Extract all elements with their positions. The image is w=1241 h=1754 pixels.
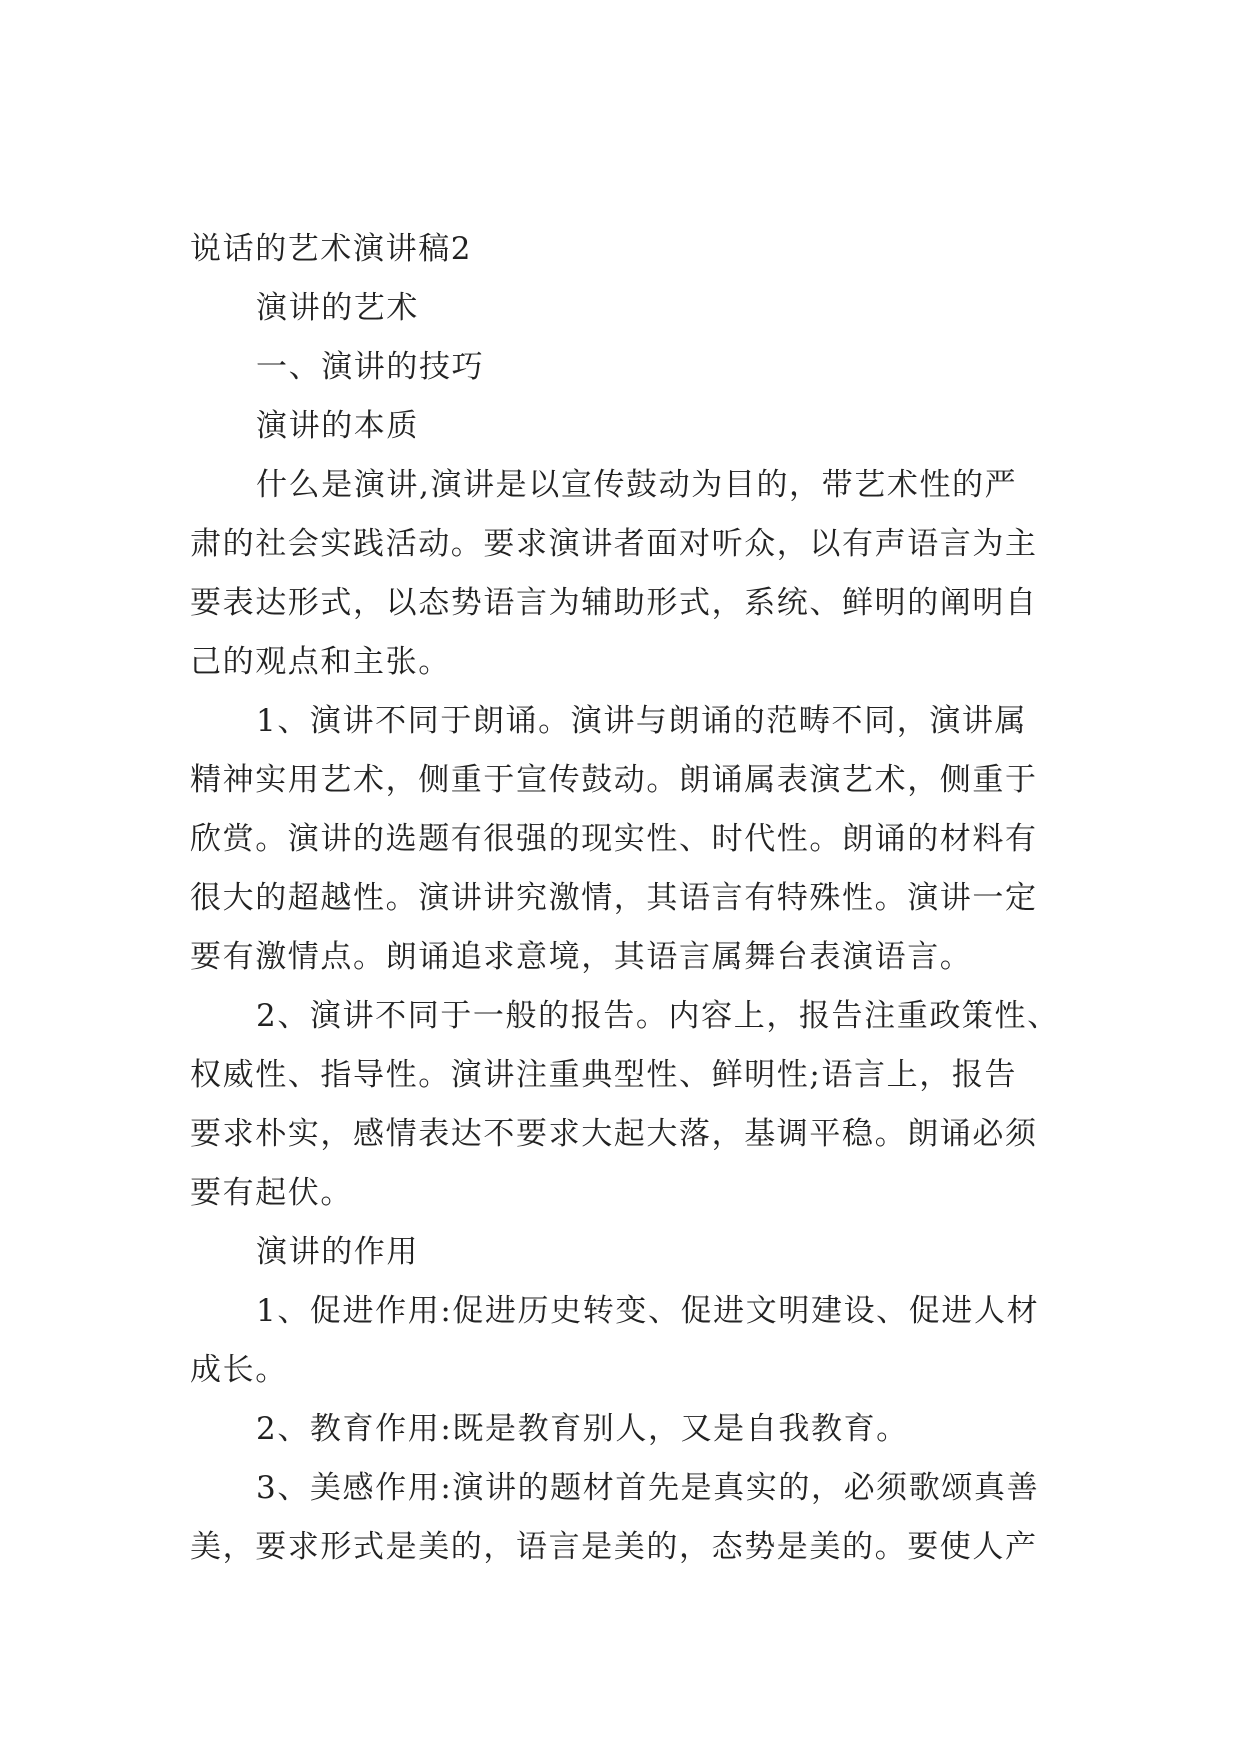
paragraph-line: 权威性、指导性。演讲注重典型性、鲜明性;语言上，报告 <box>190 1057 1018 1093</box>
paragraph-line: 己的观点和主张。 <box>190 644 451 680</box>
paragraph-line: 欣赏。演讲的选题有很强的现实性、时代性。朗诵的材料有 <box>190 821 1038 857</box>
paragraph-line: 2、演讲不同于一般的报告。内容上，报告注重政策性、 <box>256 998 1060 1034</box>
paragraph-line: 1、促进作用:促进历史转变、促进文明建设、促进人材 <box>256 1293 1040 1329</box>
paragraph-line: 美，要求形式是美的，语言是美的，态势是美的。要使人产 <box>190 1529 1038 1565</box>
paragraph-line: 很大的超越性。演讲讲究激情，其语言有特殊性。演讲一定 <box>190 880 1038 916</box>
document-title: 说话的艺术演讲稿2 <box>190 231 473 267</box>
subsection-heading: 一、演讲的技巧 <box>256 349 485 385</box>
paragraph-line: 要求朴实，感情表达不要求大起大落，基调平稳。朗诵必须 <box>190 1116 1038 1152</box>
section-heading: 演讲的艺术 <box>256 290 419 326</box>
subsection-heading: 演讲的作用 <box>256 1234 419 1270</box>
paragraph-line: 成长。 <box>190 1352 288 1388</box>
subsection-heading: 演讲的本质 <box>256 408 419 444</box>
document-body <box>190 220 1060 1577</box>
paragraph-line: 3、美感作用:演讲的题材首先是真实的，必须歌颂真善 <box>256 1470 1040 1506</box>
paragraph-line: 要有起伏。 <box>190 1175 353 1211</box>
paragraph-line: 2、教育作用:既是教育别人，又是自我教育。 <box>256 1411 909 1447</box>
paragraph-line: 什么是演讲,演讲是以宣传鼓动为目的，带艺术性的严 <box>256 467 1018 503</box>
paragraph-line: 1、演讲不同于朗诵。演讲与朗诵的范畴不同，演讲属 <box>256 703 1028 739</box>
paragraph-line: 肃的社会实践活动。要求演讲者面对听众，以有声语言为主 <box>190 526 1038 562</box>
paragraph-line: 要表达形式，以态势语言为辅助形式，系统、鲜明的阐明自 <box>190 585 1038 621</box>
paragraph-line: 要有激情点。朗诵追求意境，其语言属舞台表演语言。 <box>190 939 973 975</box>
paragraph-line: 精神实用艺术，侧重于宣传鼓动。朗诵属表演艺术，侧重于 <box>190 762 1038 798</box>
